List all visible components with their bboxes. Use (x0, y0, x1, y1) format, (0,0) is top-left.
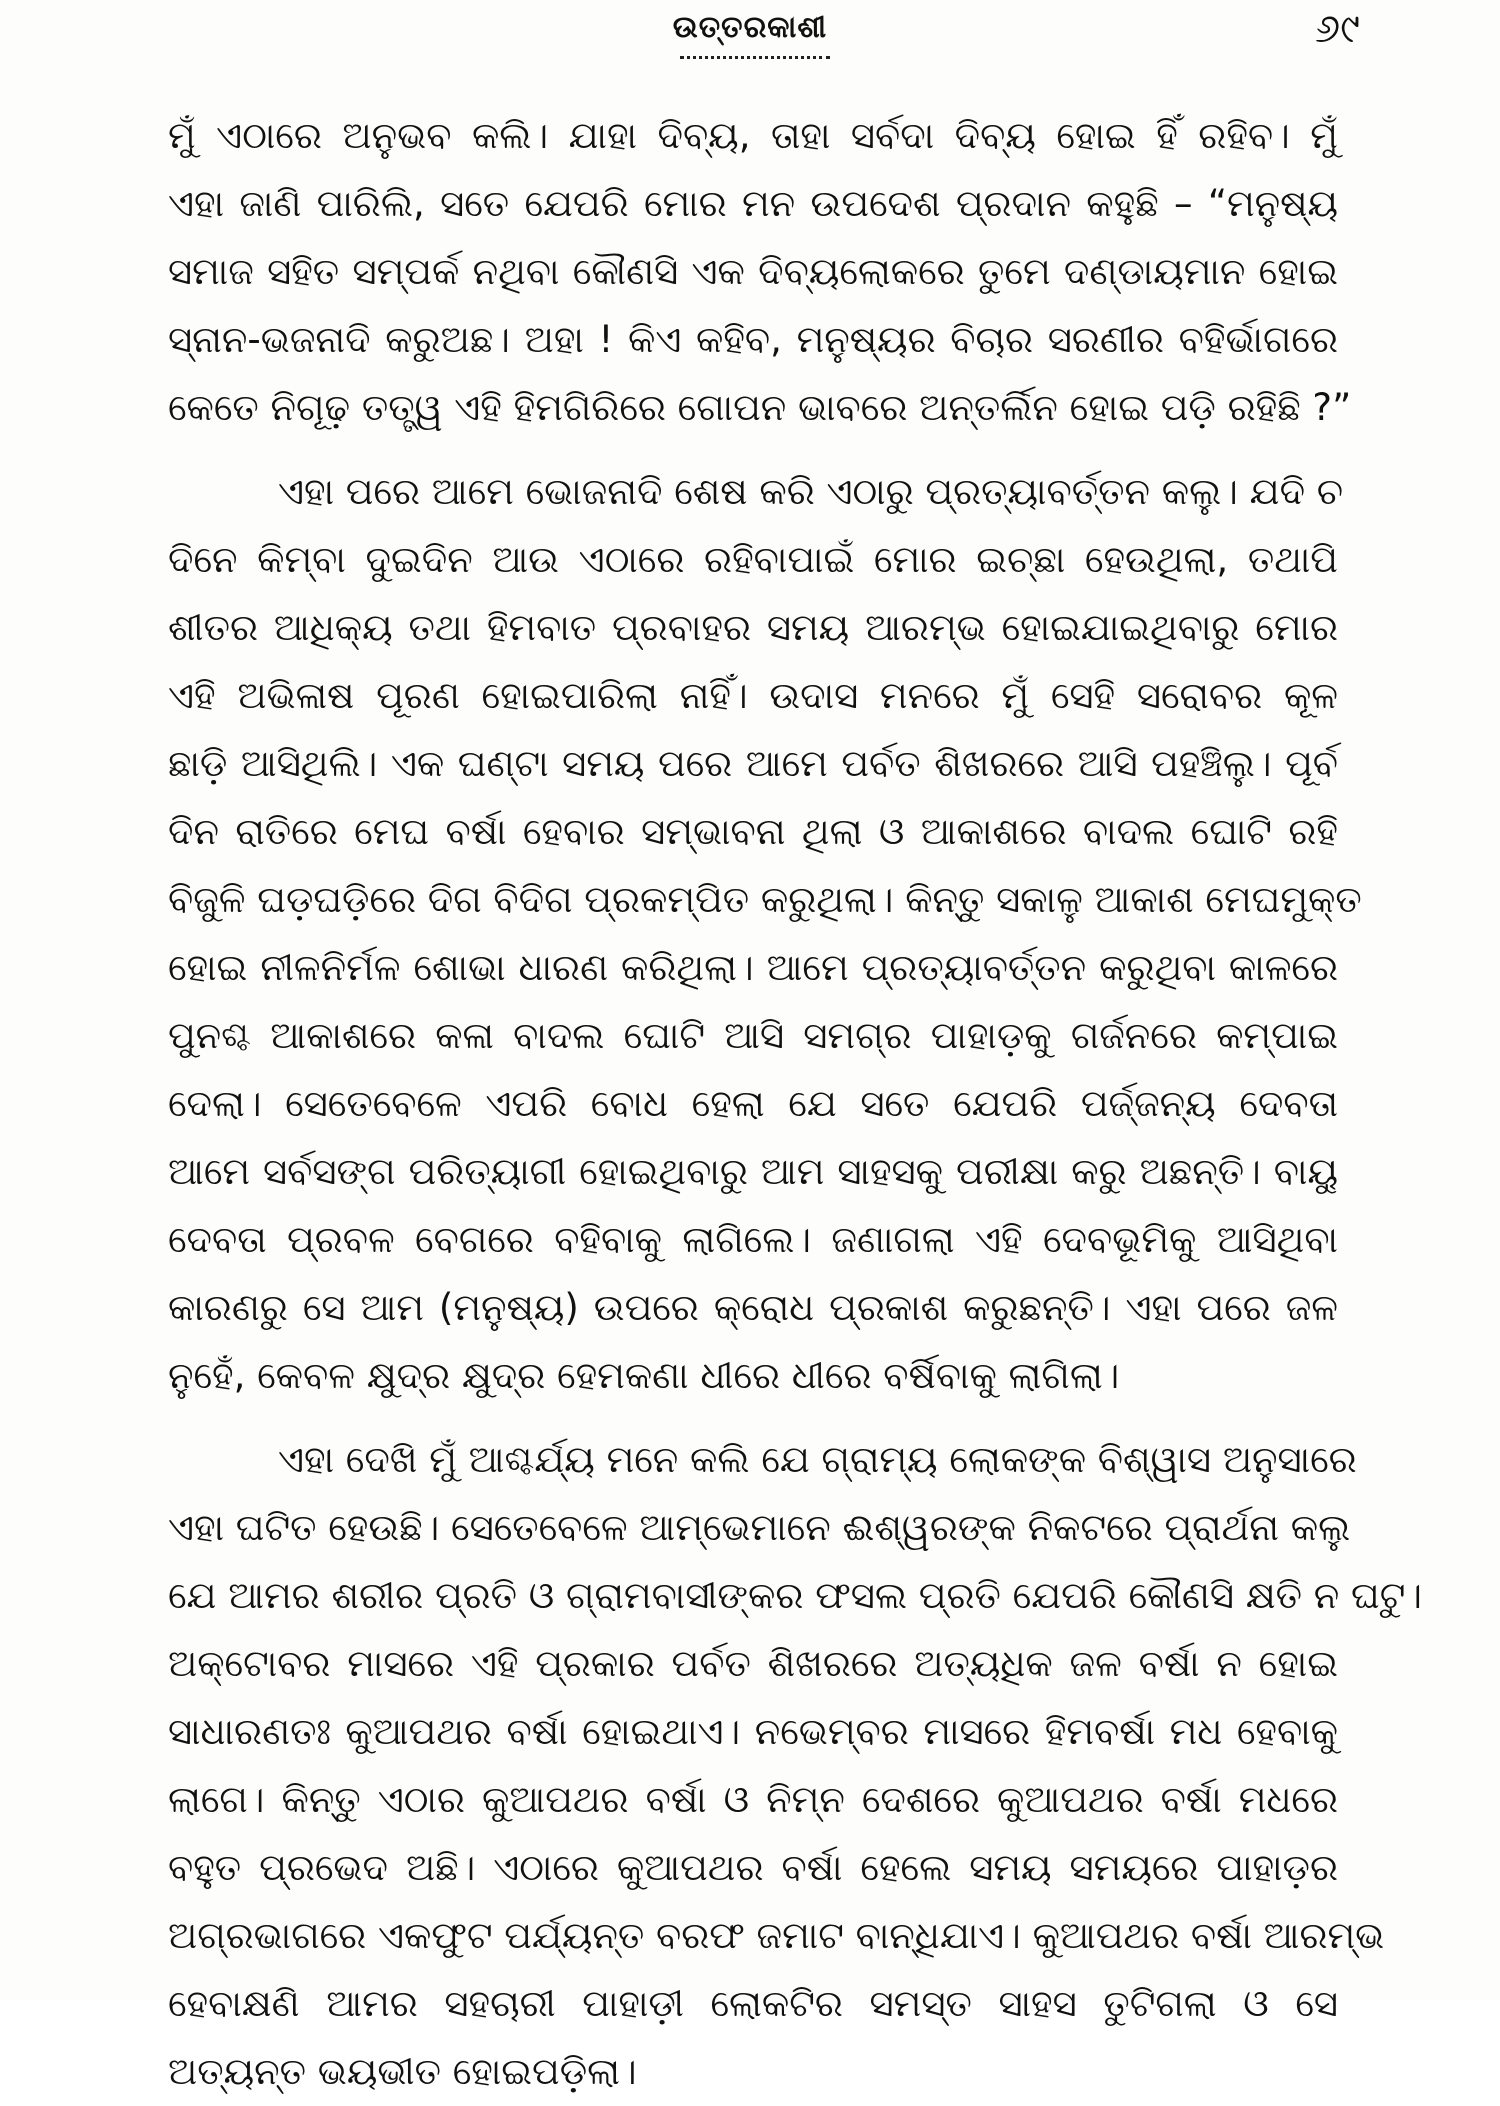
text-line: ଶୀତର ଆଧିକ୍ୟ ତଥା ହିମବାତ ପ୍ରବାହର ସମୟ ଆରମ୍ଭ ହୋଇଯାଇଥିବାରୁ ମୋର (168, 606, 1338, 649)
body-text (168, 102, 1423, 2106)
text-line: ସ୍ନାନ-ଭଜନାଦି କରୁଅଛ। ଅହା ! କିଏ କହିବ, ମନୁଷ୍ୟର ବିଚାର ସରଣୀର ବହିର୍ଭାଗରେ (168, 318, 1338, 361)
text-line: ଏହି ଅଭିଳାଷ ପୂରଣ ହୋଇପାରିଲା ନାହିଁ। ଉଦାସ ମନରେ ମୁଁ ସେହି ସରୋବର କୂଳ (168, 674, 1338, 717)
text-line: ଏହା ଘଟିତ ହେଉଛି। ସେତେବେଳେ ଆମ୍ଭେମାନେ ଈଶ୍ୱରଙ୍କ ନିକଟରେ ପ୍ରାର୍ଥନା କଲୁ (168, 1506, 1351, 1549)
text-line: ଯେ ଆମର ଶରୀର ପ୍ରତି ଓ ଗ୍ରାମବାସୀଙ୍କର ଫସଲ ପ୍ରତି ଯେପରି କୌଣସି କ୍ଷତି ନ ଘଟୁ। (168, 1574, 1423, 1617)
text-line: ଅକ୍ଟୋବର ମାସରେ ଏହି ପ୍ରକାର ପର୍ବତ ଶିଖରରେ ଅତ୍ୟଧିକ ଜଳ ବର୍ଷା ନ ହୋଇ (168, 1642, 1338, 1685)
text-line: ଅତ୍ୟନ୍ତ ଭୟଭୀତ ହୋଇପଡ଼ିଲା। (168, 2050, 637, 2093)
text-line: ଦେବତା ପ୍ରବଳ ବେଗରେ ବହିବାକୁ ଲାଗିଲେ। ଜଣାଗଲା ଏହି ଦେବଭୂମିକୁ ଆସିଥିବା (168, 1218, 1338, 1261)
text-line: ଲାଗେ। କିନ୍ତୁ ଏଠାର କୁଆପଥର ବର୍ଷା ଓ ନିମ୍ନ ଦେଶରେ କୁଆପଥର ବର୍ଷା ମଧରେ (168, 1778, 1338, 1821)
title-dotted-ornament (680, 50, 830, 59)
text-line: ଏହା ପରେ ଆମେ ଭୋଜନାଦି ଶେଷ କରି ଏଠାରୁ ପ୍ରତ୍ୟାବର୍ତ୍ତନ କଲୁ। ଯଦି ଚ (278, 470, 1344, 513)
text-line: ବହୁତ ପ୍ରଭେଦ ଅଛି। ଏଠାରେ କୁଆପଥର ବର୍ଷା ହେଲେ ସମୟ ସମୟରେ ପାହାଡ଼ର (168, 1846, 1338, 1889)
text-line: ଦେଲା। ସେତେବେଳେ ଏପରି ବୋଧ ହେଲା ଯେ ସତେ ଯେପରି ପର୍ଜ୍ଜନ୍ୟ ଦେବତା (168, 1082, 1338, 1125)
text-line: ଦିନେ କିମ୍ବା ଦୁଇଦିନ ଆଉ ଏଠାରେ ରହିବାପାଇଁ ମୋର ଇଚ୍ଛା ହେଉଥିଲା, ତଥାପି (168, 538, 1338, 581)
page-number: ୬୯ (1315, 6, 1360, 52)
text-line: ବିଜୁଳି ଘଡ଼ଘଡ଼ିରେ ଦିଗ ବିଦିଗ ପ୍ରକମ୍ପିତ କରୁଥିଲା। କିନ୍ତୁ ସକାଳୁ ଆକାଶ ମେଘମୁକ୍ତ (168, 878, 1362, 921)
text-line: ସମାଜ ସହିତ ସମ୍ପର୍କ ନଥିବା କୌଣସି ଏକ ଦିବ୍ୟଲୋକରେ ତୁମେ ଦଣ୍ଡାୟମାନ ହୋଇ (168, 250, 1338, 293)
text-line: ଦିନ ରାତିରେ ମେଘ ବର୍ଷା ହେବାର ସମ୍ଭାବନା ଥିଲା ଓ ଆକାଶରେ ବାଦଲ ଘୋଟି ରହି (168, 810, 1338, 853)
text-line: ମୁଁ ଏଠାରେ ଅନୁଭବ କଲି। ଯାହା ଦିବ୍ୟ, ତାହା ସର୍ବଦା ଦିବ୍ୟ ହୋଇ ହିଁ ରହିବ। ମୁଁ (168, 114, 1338, 157)
paragraph-2 (168, 458, 1362, 1410)
paragraph-1 (168, 102, 1352, 442)
text-line: ଆମେ ସର୍ବସଙ୍ଗ ପରିତ୍ୟାଗୀ ହୋଇଥିବାରୁ ଆମ ସାହସକୁ ପରୀକ୍ଷା କରୁ ଅଛନ୍ତି। ବାୟୁ (168, 1150, 1338, 1193)
paragraph-3 (168, 1426, 1423, 2106)
running-header (0, 6, 1500, 66)
text-line: ଛାଡ଼ି ଆସିଥିଲି। ଏକ ଘଣ୍ଟା ସମୟ ପରେ ଆମେ ପର୍ବତ ଶିଖରରେ ଆସି ପହଞ୍ଚିଲୁ। ପୂର୍ବ (168, 742, 1338, 785)
text-line: କେତେ ନିଗୂଢ଼ ତତ୍ତ୍ୱ ଏହି ହିମଗିରିରେ ଗୋପନ ଭାବରେ ଅନ୍ତର୍ଲିନ ହୋଇ ପଡ଼ି ରହିଛି ?” (168, 386, 1352, 429)
text-line: ଏହା ଦେଖି ମୁଁ ଆଶ୍ଚର୍ଯ୍ୟ ମନେ କଲି ଯେ ଗ୍ରାମ୍ୟ ଲୋକଙ୍କ ବିଶ୍ୱାସ ଅନୁସାରେ (278, 1438, 1357, 1481)
text-line: ଅଗ୍ରଭାଗରେ ଏକଫୁଟ ପର୍ଯ୍ୟନ୍ତ ବରଫ ଜମାଟ ବାନ୍ଧିଯାଏ। କୁଆପଥର ବର୍ଷା ଆରମ୍ଭ (168, 1914, 1385, 1957)
text-line: କାରଣରୁ ସେ ଆମ (ମନୁଷ୍ୟ) ଉପରେ କ୍ରୋଧ ପ୍ରକାଶ କରୁଛନ୍ତି। ଏହା ପରେ ଜଳ (168, 1286, 1338, 1329)
text-line: ଏହା ଜାଣି ପାରିଲି, ସତେ ଯେପରି ମୋର ମନ ଉପଦେଶ ପ୍ରଦାନ କହୁଛି – “ମନୁଷ୍ୟ (168, 182, 1338, 225)
text-line: ପୁନଶ୍ଚ ଆକାଶରେ କଳା ବାଦଲ ଘୋଟି ଆସି ସମଗ୍ର ପାହାଡ଼କୁ ଗର୍ଜନରେ କମ୍ପାଇ (168, 1014, 1338, 1057)
text-line: ହେବାକ୍ଷଣି ଆମର ସହଚାରୀ ପାହାଡ଼ୀ ଲୋକଟିର ସମସ୍ତ ସାହସ ତୁଟିଗଲା ଓ ସେ (168, 1982, 1338, 2025)
page-title: ଉତ୍ତରକାଶୀ (672, 10, 828, 45)
text-line: ସାଧାରଣତଃ କୁଆପଥର ବର୍ଷା ହୋଇଥାଏ। ନଭେମ୍ବର ମାସରେ ହିମବର୍ଷା ମଧ ହେବାକୁ (168, 1710, 1338, 1753)
text-line: ହୋଇ ନୀଳନିର୍ମଳ ଶୋଭା ଧାରଣ କରିଥିଲା। ଆମେ ପ୍ରତ୍ୟାବର୍ତ୍ତନ କରୁଥିବା କାଳରେ (168, 946, 1338, 989)
text-line: ନୁହେଁ, କେବଳ କ୍ଷୁଦ୍ର କ୍ଷୁଦ୍ର ହେମକଣା ଧୀରେ ଧୀରେ ବର୍ଷିବାକୁ ଲାଗିଲା। (168, 1354, 1120, 1397)
